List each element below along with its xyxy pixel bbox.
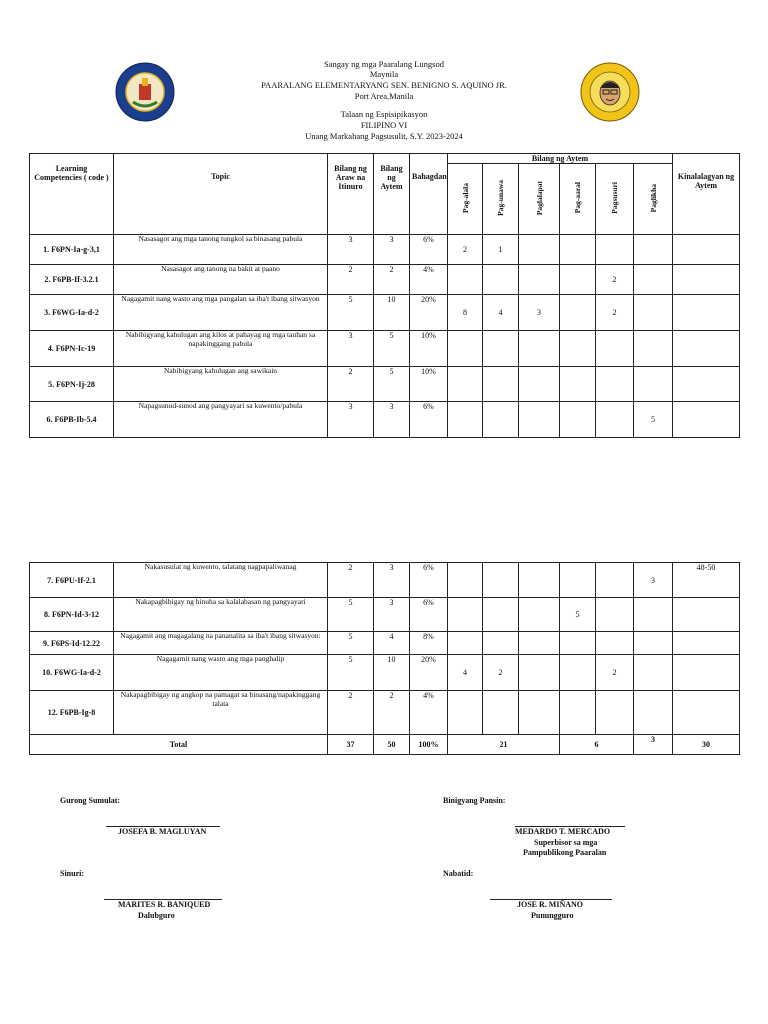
level-cell [560,402,596,438]
level-cell: 5 [560,598,596,632]
level-cell [634,598,673,632]
items-cell: 5 [374,331,410,367]
competency-code: 9. F6PS-Id-12.22 [30,632,114,655]
level-cell [634,632,673,655]
placement-cell [673,402,740,438]
total-placement: 30 [673,735,740,755]
level-cell [448,367,483,402]
percent-cell: 10% [410,367,448,402]
percent-cell: 8% [410,632,448,655]
topic-cell: Napagsunud-sunod ang pangyayari sa kuwento/pabula [114,402,328,438]
level-cell [634,331,673,367]
table-row [30,235,740,265]
level-cell [448,331,483,367]
level-cell [448,563,483,598]
items-cell: 4 [374,632,410,655]
level-cell [560,295,596,331]
table-row [30,691,740,735]
items-cell: 10 [374,655,410,691]
level-cell: 4 [483,295,519,331]
level-cell [519,598,560,632]
header-percent: Bahagdan [410,154,448,235]
days-cell: 3 [328,402,374,438]
level-cell [448,691,483,735]
header-competencies: Learning Competencies ( code ) [30,154,114,235]
level-cell [519,402,560,438]
level-cell [596,563,634,598]
writer-label: Gurong Sumulat: [60,796,121,805]
competency-code: 6. F6PB-Ib-5.4 [30,402,114,438]
items-cell: 10 [374,295,410,331]
level-cell [448,402,483,438]
days-cell: 5 [328,632,374,655]
percent-cell: 6% [410,563,448,598]
level-cell [634,295,673,331]
level-cell [634,265,673,295]
level-cell [483,367,519,402]
topic-cell: Nasasagot ang tanong na bakit at paano [114,265,328,295]
level-cell [596,691,634,735]
school-logo [580,62,640,122]
header-items: Bilang ng Aytem [374,154,410,235]
percent-cell: 20% [410,655,448,691]
competency-code: 1. F6PN-Ia-g-3,1 [30,235,114,265]
days-cell: 2 [328,563,374,598]
items-cell: 3 [374,598,410,632]
topic-cell: Nabibigyang kahulugan ang sawikain [114,367,328,402]
writer-name: JOSEFA B. MAGLUYAN [118,827,207,836]
level-cell: 4 [448,655,483,691]
level-cell [483,598,519,632]
checked-name: MARITES R. BANIQUED [118,900,211,909]
placement-cell [673,655,740,691]
level-cell [560,367,596,402]
checked-label: Sinuri: [60,869,85,878]
placement-cell [673,295,740,331]
level-header: Paglikha [648,183,658,213]
noticed-role-2: Pampublikong Paaralan [523,848,607,857]
topic-cell: Nagagamit nang wasto ang mga panghalip [114,655,328,691]
level-cell [596,598,634,632]
topic-cell: Nagagamit ang magagalang na pananalita sa iba't ibang sitwasyon: [114,632,328,655]
level-cell [560,331,596,367]
school-address: Port Area,Manila [354,91,414,101]
level-cell [560,265,596,295]
term-line: Unang Markahang Pagsusulit, S.Y. 2023-2024 [305,131,463,141]
level-cell [483,265,519,295]
items-cell: 3 [374,235,410,265]
table-row [30,598,740,632]
header-topic: Topic [114,154,328,235]
placement-cell [673,235,740,265]
level-cell [634,367,673,402]
competency-code: 2. F6PB-If-3.2.1 [30,265,114,295]
total-percent: 100% [410,735,448,755]
placement-cell [673,632,740,655]
placement-cell [673,331,740,367]
header-item-group: Bilang ng Aytem [448,154,673,164]
level-cell [560,632,596,655]
level-cell [448,598,483,632]
level-cell [483,563,519,598]
total-lower-levels: 21 [448,735,560,755]
specification-table [29,153,740,438]
topic-cell: Nagagamit nang wasto ang mga pangalan sa iba't ibang sitwasyon [114,295,328,331]
checked-role: Dalubguro [138,911,175,920]
competency-code: 5. F6PN-Ij-28 [30,367,114,402]
level-cell [519,691,560,735]
total-items: 50 [374,735,410,755]
level-cell [519,367,560,402]
level-cell [560,655,596,691]
percent-cell: 6% [410,402,448,438]
total-days: 37 [328,735,374,755]
level-header: Paglalapat [534,180,544,216]
noted-name: JOSE R. MIÑANO [517,900,584,909]
level-cell: 1 [483,235,519,265]
level-cell [483,402,519,438]
level-cell [634,691,673,735]
level-cell [519,331,560,367]
items-cell: 3 [374,402,410,438]
topic-cell: Nabibigyang kahulugan ang kilos at pahayag ng mga tauhan sa napakinggang pabula [114,331,328,367]
noticed-name: MEDARDO T. MERCADO [515,827,611,836]
level-cell [448,632,483,655]
days-cell: 5 [328,295,374,331]
days-cell: 5 [328,655,374,691]
level-cell [596,331,634,367]
percent-cell: 10% [410,331,448,367]
header-placement: Kinalalagyan ng Aytem [673,154,740,235]
table-row [30,265,740,295]
level-cell [560,563,596,598]
table-row [30,402,740,438]
level-cell [519,632,560,655]
division-line: Sangay ng mga Paaralang Lungsod [324,59,444,69]
items-cell: 3 [374,563,410,598]
level-cell: 2 [596,655,634,691]
table-row [30,295,740,331]
level-cell [596,632,634,655]
level-header: Pag-aaral [573,182,582,214]
percent-cell: 4% [410,691,448,735]
level-cell: 3 [634,563,673,598]
level-cell: 2 [596,265,634,295]
noticed-role-1: Superbisor sa mga [534,838,598,847]
school-name: PAARALANG ELEMENTARYANG SEN. BENIGNO S. AQUINO JR. [261,80,507,90]
placement-cell: 48-50 [673,563,740,598]
level-cell [596,402,634,438]
total-label: Total [30,735,328,755]
days-cell: 2 [328,367,374,402]
level-cell [448,265,483,295]
percent-cell: 6% [410,598,448,632]
level-cell: 2 [483,655,519,691]
topic-cell: Nakapagbibigay ng hinuha sa kalalabasan ng pangyayari [114,598,328,632]
level-header: Pag-unawa [496,180,505,216]
table-row [30,563,740,598]
subject-line: FILIPINO VI [360,120,408,130]
level-cell [560,235,596,265]
competency-code: 10. F6WG-Ia-d-2 [30,655,114,691]
level-cell: 8 [448,295,483,331]
days-cell: 5 [328,598,374,632]
percent-cell: 20% [410,295,448,331]
placement-cell [673,691,740,735]
topic-cell: Nakasusulat ng kuwento, talatang nagpapaliwanag [114,563,328,598]
days-cell: 3 [328,235,374,265]
table-row [30,367,740,402]
level-cell: 5 [634,402,673,438]
level-header: Pagsusuri [610,182,619,214]
total-row [30,735,740,755]
level-cell [596,235,634,265]
total-creating: 3 [634,735,673,755]
level-cell: 2 [596,295,634,331]
placement-cell [673,367,740,402]
division-logo [115,62,175,122]
days-cell: 2 [328,691,374,735]
document-title: Talaan ng Espisipikasyon [340,109,428,119]
placement-cell [673,598,740,632]
table-row [30,655,740,691]
level-cell [560,691,596,735]
level-cell [483,632,519,655]
competency-code: 8. F6PN-Id-3-12 [30,598,114,632]
noticed-label: Binigyang Pansin: [443,796,506,805]
level-cell [596,367,634,402]
competency-code: 3. F6WG-Ia-d-2 [30,295,114,331]
level-cell [519,235,560,265]
days-cell: 2 [328,265,374,295]
placement-cell [673,265,740,295]
competency-code: 4. F6PN-Ic-19 [30,331,114,367]
level-header: Pag-alala [460,183,470,213]
level-cell [519,563,560,598]
specification-table-continued [29,562,740,755]
level-cell [519,655,560,691]
table-row [30,331,740,367]
level-cell [634,235,673,265]
items-cell: 2 [374,265,410,295]
table-row [30,632,740,655]
days-cell: 3 [328,331,374,367]
level-cell: 2 [448,235,483,265]
percent-cell: 4% [410,265,448,295]
items-cell: 5 [374,367,410,402]
competency-code: 7. F6PU-If-2.1 [30,563,114,598]
header-days: Bilang ng Araw na Itinuro [328,154,374,235]
topic-cell: Nakapagbibigay ng angkop na pamagat sa binasang/napakinggang talata [114,691,328,735]
noted-label: Nabatid: [443,869,474,878]
level-cell: 3 [519,295,560,331]
total-mid-levels: 6 [560,735,634,755]
percent-cell: 6% [410,235,448,265]
level-cell [483,331,519,367]
level-cell [634,655,673,691]
items-cell: 2 [374,691,410,735]
topic-cell: Nasasagot ang mga tanong tungkol sa binasang pabula [114,235,328,265]
city-line: Maynila [369,69,399,79]
competency-code: 12. F6PB-Ig-8 [30,691,114,735]
level-cell [519,265,560,295]
noted-role: Punungguro [531,911,574,920]
level-cell [483,691,519,735]
